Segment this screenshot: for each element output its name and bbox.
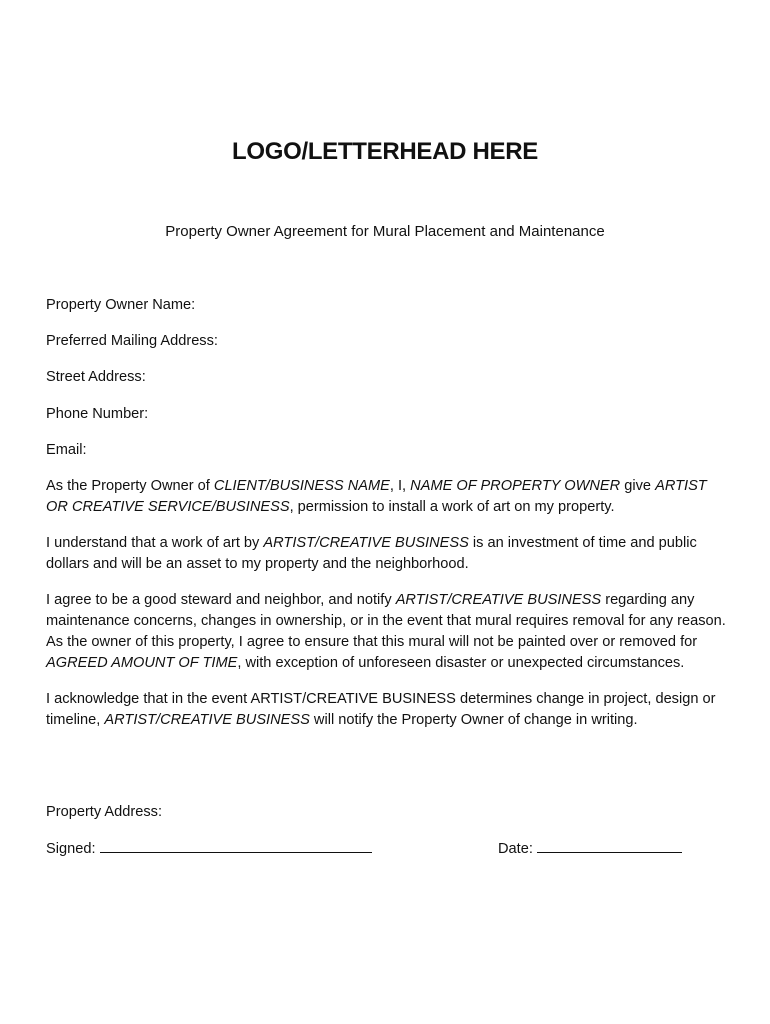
signed-field (46, 838, 372, 860)
property-address-field: Property Address: (46, 804, 162, 820)
owner-name-placeholder: NAME OF PROPERTY OWNER (410, 477, 621, 494)
signature-line[interactable] (100, 838, 372, 853)
date-field (498, 838, 682, 860)
paragraph-text: is an investment of time and public dollars and will be an asset to my property and the neighborhood. (46, 535, 697, 572)
paragraph-text: give (620, 477, 656, 494)
signature-row (46, 838, 731, 859)
letterhead-placeholder: LOGO/LETTERHEAD HERE (231, 138, 538, 165)
date-label: Date: (498, 840, 533, 857)
client-name-placeholder: CLIENT/BUSINESS NAME (213, 477, 390, 494)
artist-placeholder: ARTIST/CREATIVE BUSINESS (395, 592, 602, 609)
signed-label: Signed: (46, 840, 96, 857)
paragraph-permission (46, 476, 731, 518)
email-field: Email: (46, 441, 87, 458)
paragraph-text: I acknowledge that in the event ARTIST/CREATIVE BUSINESS determines change in project, design or timeline, (46, 691, 716, 728)
artist-placeholder: ARTIST OR CREATIVE SERVICE/BUSINESS (46, 477, 707, 515)
phone-number-field: Phone Number: (46, 405, 149, 422)
artist-placeholder: ARTIST/CREATIVE BUSINESS (104, 711, 310, 728)
paragraph-text: , I, (389, 477, 411, 494)
owner-name-field: Property Owner Name: (46, 297, 196, 313)
paragraph-text: I understand that a work of art by (46, 535, 264, 552)
document-title: Property Owner Agreement for Mural Placement and Maintenance (165, 223, 605, 240)
paragraph-stewardship (46, 590, 731, 673)
mailing-address-field: Preferred Mailing Address: (46, 333, 218, 350)
paragraph-text: will notify the Property Owner of change in writing. (309, 711, 638, 728)
paragraph-text: , permission to install a work of art on my property. (289, 498, 615, 515)
paragraph-text: regarding any maintenance concerns, changes in ownership, or in the event that mural requires removal for any reason. As the owner of this property, I agree to ensure that this mural will not be painted over or removed for (46, 592, 726, 650)
paragraph-text: I agree to be a good steward and neighbor, and notify (46, 592, 396, 609)
date-line[interactable] (537, 838, 682, 853)
paragraph-text: As the Property Owner of (46, 477, 214, 494)
paragraph-investment (46, 533, 731, 575)
artist-placeholder: ARTIST/CREATIVE BUSINESS (263, 535, 469, 552)
time-placeholder: AGREED AMOUNT OF TIME (46, 654, 238, 671)
paragraph-text: , with exception of unforeseen disaster or unexpected circumstances. (237, 654, 685, 671)
signature-block (46, 802, 731, 859)
street-address-field: Street Address: (46, 369, 146, 386)
paragraph-acknowledgement (46, 689, 731, 731)
agreement-body (46, 295, 731, 746)
